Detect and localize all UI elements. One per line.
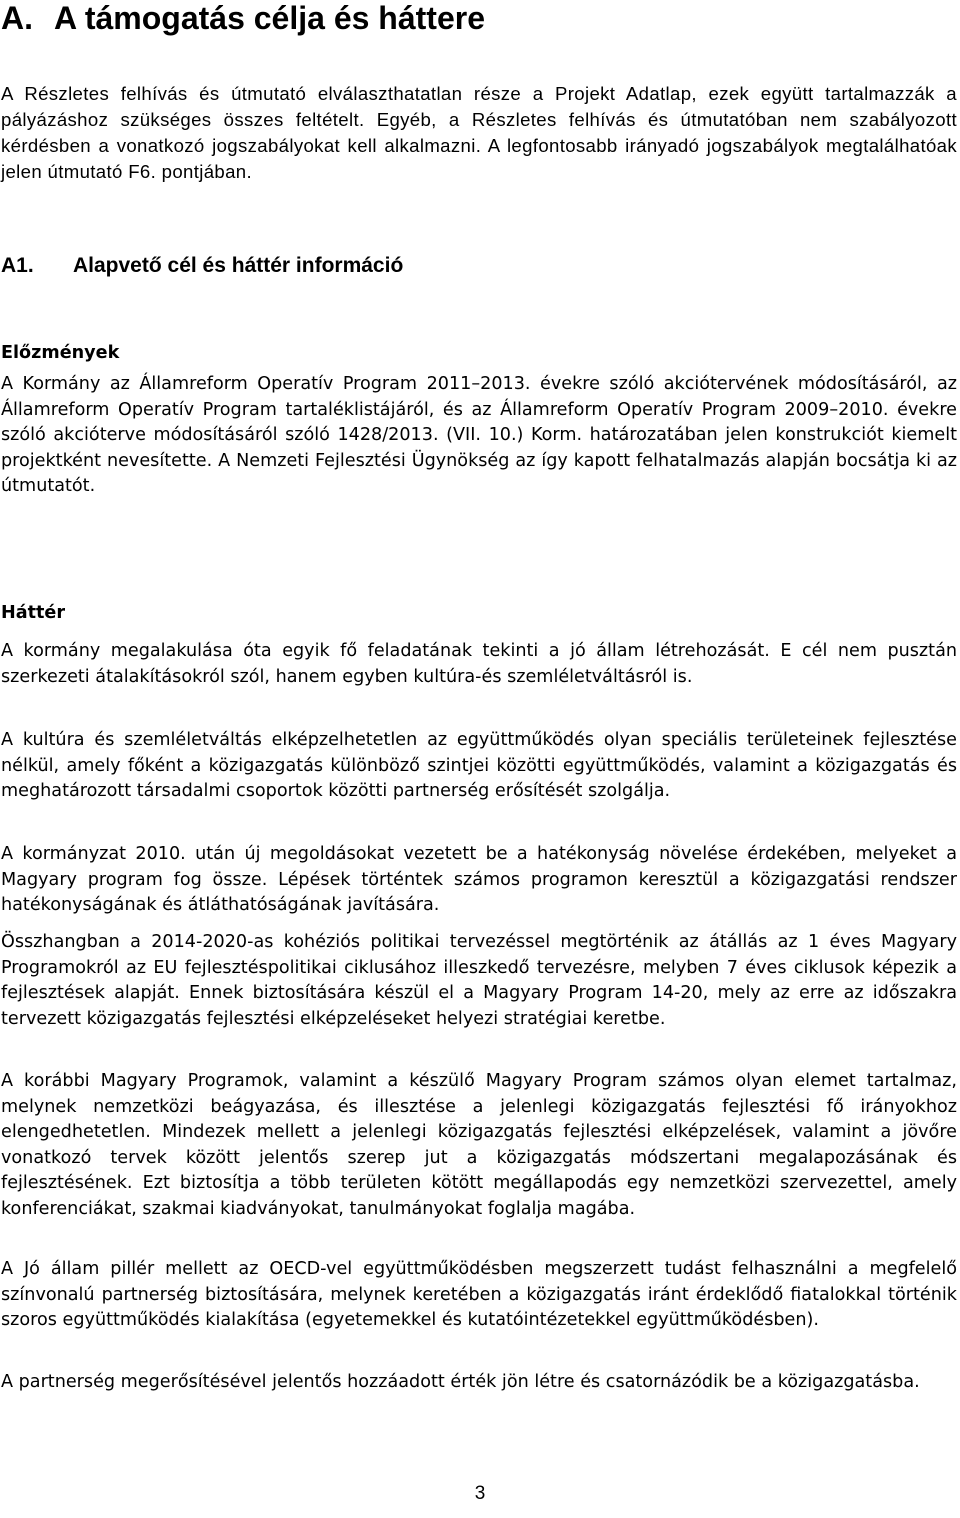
elozmenyek-paragraph: A Kormány az Államreform Operatív Program 2011–2013. évekre szóló akciótervének módosításáról, az Államreform Operatív Program tartaléklistájáról, és az Államreform Operatív Program 2009–2010. évekre szóló akcióterve módosításáról szóló 1428/2013. (VII. 10.) Korm. határozatában jelen konstrukciót kiemelt projektként nevesítette. A Nemzeti Fejlesztési Ügynökség az így kapott felhatalmazás alapján bocsátja ki az útmutatót.	[1, 374, 957, 496]
hatter-paragraph-6: A Jó állam pillér mellett az OECD-vel együttműködésben megszerzett tudást felhasználni a megfelelő színvonalú partnerség biztosítására, melynek keretében a közigazgatás iránt érdeklődő fiatalokkal történik szoros együttműködés kialakítása (egyetemekkel és kutatóintézetekkel együttműködésben).	[1, 1259, 957, 1330]
hatter-paragraph-4: Összhangban a 2014-2020-as kohéziós politikai tervezéssel megtörténik az átállás az 1 éves Magyary Programokról az EU fejlesztéspolitikai ciklusához illeszkedő tervezésre, melyben 7 éves ciklusok képezik a fejlesztések alapját. Ennek biztosítására készül el a Magyary Program 14-20, mely az erre az időszakra tervezett közigazgatás fejlesztési elképzeléseket helyezi stratégiai keretbe.	[1, 932, 957, 1029]
subheading-elozmenyek: Előzmények	[1, 343, 120, 363]
page-number: 3	[474, 1483, 486, 1504]
intro-paragraph: A Részletes felhívás és útmutató elválaszthatatlan része a Projekt Adatlap, ezek együtt tartalmazzák a pályázáshoz szükséges összes feltételt. Egyéb, a Részletes felhívás és útmutatóban nem szabályozott kérdésben a vonatkozó jogszabályokat kell alkalmazni. A legfontosabb irányadó jogszabályok megtalálhatóak jelen útmutató F6. pontjában.	[1, 83, 957, 182]
hatter-paragraph-7: A partnerség megerősítésével jelentős hozzáadott érték jön létre és csatornázódik be a közigazgatásba.	[1, 1372, 920, 1392]
chapter-heading	[1, 0, 485, 36]
chapter-number: A.	[1, 0, 33, 36]
hatter-paragraph-1: A kormány megalakulása óta egyik fő feladatának tekinti a jó állam létrehozását. E cél nem pusztán szerkezeti átalakításokról szól, hanem egyben kultúra-és szemléletváltásról is.	[1, 641, 957, 687]
hatter-paragraph-5: A korábbi Magyary Programok, valamint a készülő Magyary Program számos olyan elemet tartalmaz, melynek nemzetközi beágyazása, és illesztése a jelenlegi közigazgatás fejlesztési fő irányokhoz elengedhetetlen. Mindezek mellett a jelenlegi közigazgatás fejlesztési elképzelések, valamint a jövőre vonatkozó tervek között jelentős szerep jut a közigazgatás módszertani megalapozásának és fejlesztésének. Ezt biztosítja a több területen kötött megállapodás egy nemzetközi szervezettel, amely konferenciákat, szakmai kiadványokat, tanulmányokat foglalja magába.	[1, 1071, 957, 1219]
section-heading	[1, 252, 403, 280]
section-number: A1.	[1, 254, 34, 277]
section-title: Alapvető cél és háttér információ	[73, 254, 404, 277]
chapter-title: A támogatás célja és háttere	[54, 0, 485, 36]
subheading-hatter: Háttér	[1, 603, 66, 623]
hatter-paragraph-2: A kultúra és szemléletváltás elképzelhetetlen az együttműködés olyan speciális területeinek fejlesztése nélkül, amely főként a közigazgatás különböző szintjei közötti együttműködés, valamint a közigazgatás és meghatározott társadalmi csoportok közötti partnerség erősítését szolgálja.	[1, 730, 957, 801]
hatter-paragraph-3: A kormányzat 2010. után új megoldásokat vezetett be a hatékonyság növelése érdekében, melyeket a Magyary program fog össze. Lépések történtek számos programon keresztül a közigazgatási rendszer hatékonyságának és átláthatóságának javítására.	[1, 844, 957, 915]
